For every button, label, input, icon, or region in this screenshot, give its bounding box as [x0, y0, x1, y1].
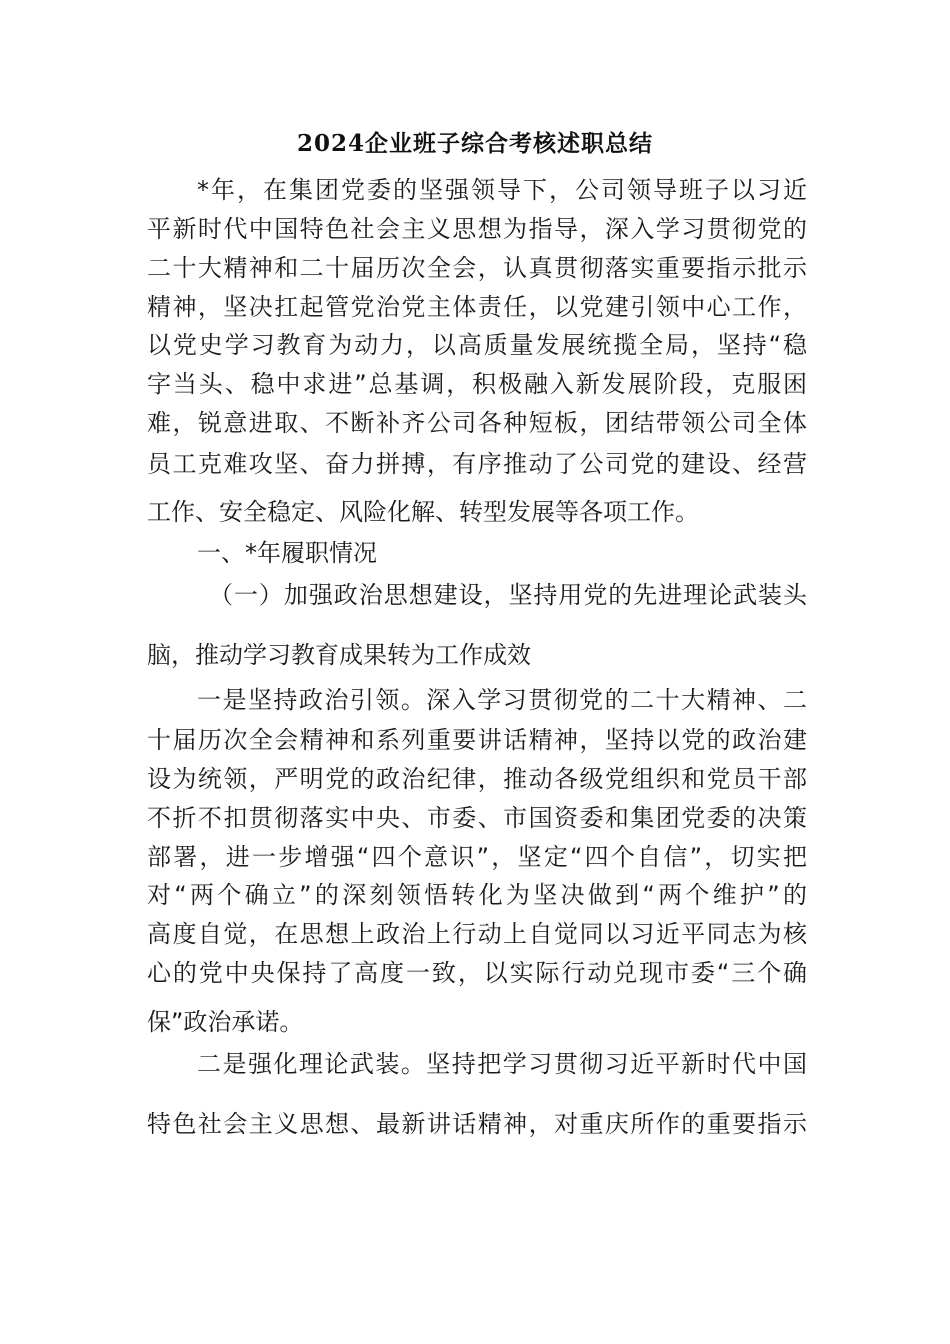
subheading-line: （一）加强政治思想建设，坚持用党的先进理论武装头	[209, 581, 807, 609]
point1-line: 设为统领，严明党的政治纪律，推动各级党组织和党员干部	[147, 765, 807, 793]
intro-line: 难，锐意进取、不断补齐公司各种短板，团结带领公司全体	[147, 409, 807, 437]
intro-line: 二十大精神和二十届历次全会，认真贯彻落实重要指示批示	[147, 254, 807, 282]
point2-line: 特色社会主义思想、最新讲话精神，对重庆所作的重要指示	[147, 1110, 807, 1138]
intro-line: 字当头、稳中求进”总基调，积极融入新发展阶段，克服困	[147, 370, 807, 398]
intro-line: 员工克难攻坚、奋力拼搏，有序推动了公司党的建设、经营	[147, 450, 807, 478]
intro-line: 以党史学习教育为动力，以高质量发展统揽全局，坚持“稳	[147, 331, 807, 359]
intro-line: 工作、安全稳定、风险化解、转型发展等各项工作。	[147, 498, 699, 526]
point1-line: 不折不扣贯彻落实中央、市委、市国资委和集团党委的决策	[147, 804, 807, 832]
intro-line: *年，在集团党委的坚强领导下，公司领导班子以习近	[197, 176, 807, 204]
intro-line: 精神，坚决扛起管党治党主体责任，以党建引领中心工作，	[147, 293, 807, 321]
point1-line: 对“两个确立”的深刻领悟转化为坚决做到“两个维护”的	[147, 881, 807, 909]
point1-line: 一是坚持政治引领。深入学习贯彻党的二十大精神、二	[197, 686, 807, 714]
subheading-line: 脑，推动学习教育成果转为工作成效	[147, 641, 531, 669]
document-title: 2024企业班子综合考核述职总结	[296, 130, 653, 157]
point1-line: 高度自觉，在思想上政治上行动上自觉同以习近平同志为核	[147, 920, 807, 948]
point1-line: 保”政治承诺。	[147, 1008, 304, 1036]
section-heading: 一、*年履职情况	[197, 539, 377, 567]
point2-line: 二是强化理论武装。坚持把学习贯彻习近平新时代中国	[197, 1050, 807, 1078]
point1-line: 部署，进一步增强“四个意识”，坚定“四个自信”，切实把	[147, 843, 807, 871]
point1-line: 十届历次全会精神和系列重要讲话精神，坚持以党的政治建	[147, 726, 807, 754]
intro-line: 平新时代中国特色社会主义思想为指导，深入学习贯彻党的	[147, 215, 807, 243]
point1-line: 心的党中央保持了高度一致，以实际行动兑现市委“三个确	[147, 959, 807, 987]
